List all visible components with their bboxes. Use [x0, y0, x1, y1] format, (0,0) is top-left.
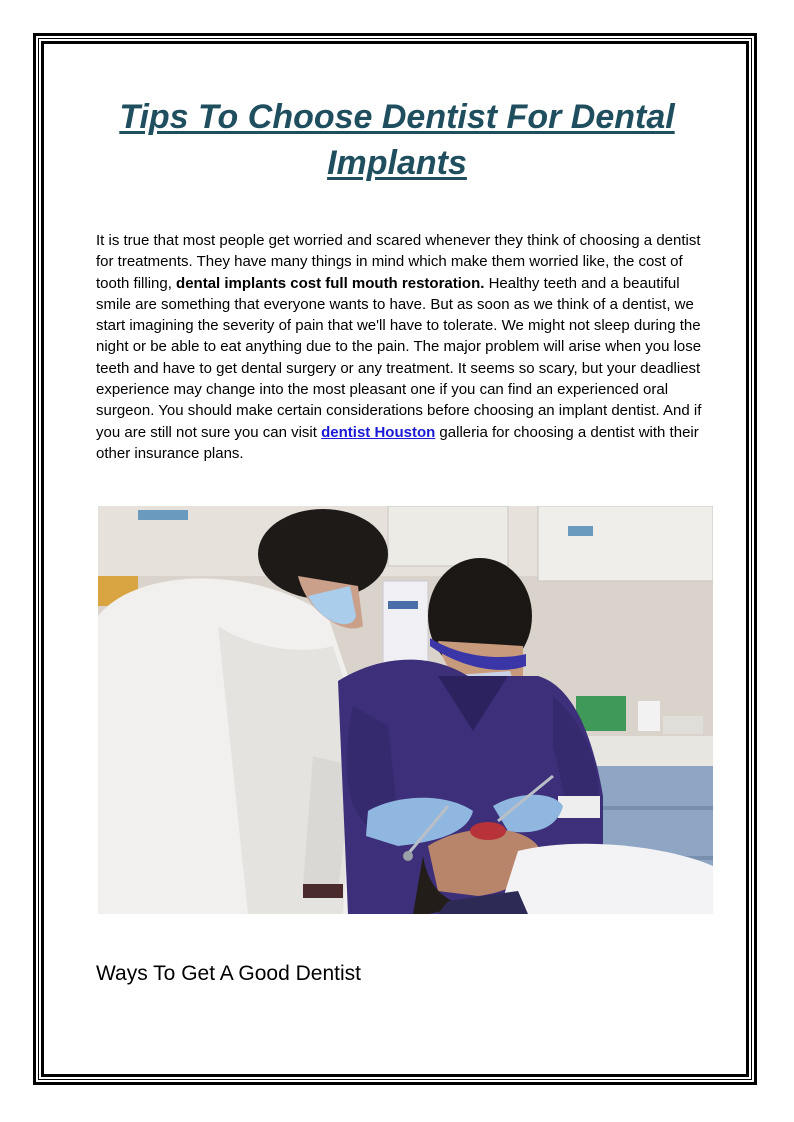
section-subheading: Ways To Get A Good Dentist	[96, 962, 361, 985]
paragraph-text-2: Healthy teeth and a beautiful smile are something that everyone wants to have. But as soon as we think of a dentist, we start imagining the severity of pain that we'll have to tolerate. We might not sleep during the night or be able to eat anything due to the pain. The major problem will arise when you lose teeth and have to get dental surgery or any treatment. It seems so scary, but your deadliest experience may change into the most pleasant one if you can find an experienced oral surgeon. You should make certain considerations before choosing an implant dentist. And if you are still not sure you can visit	[96, 274, 702, 441]
paragraph-text-3: galleria for choosing a dentist with their other insurance plans.	[96, 423, 699, 462]
intro-paragraph	[96, 230, 706, 464]
dental-clinic-illustration	[98, 506, 713, 914]
dental-clinic-photo	[98, 506, 713, 914]
paragraph-text-1: It is true that most people get worried and scared whenever they think of choosing a dentist for treatments. They have many things in mind which make them worried like, the cost of tooth filling,	[96, 232, 701, 292]
page-title: Tips To Choose Dentist For Dental Implants	[119, 98, 675, 182]
dentist-houston-link[interactable]: dentist Houston	[321, 423, 436, 441]
bold-keyword-phrase: dental implants cost full mouth restoration.	[176, 274, 485, 292]
